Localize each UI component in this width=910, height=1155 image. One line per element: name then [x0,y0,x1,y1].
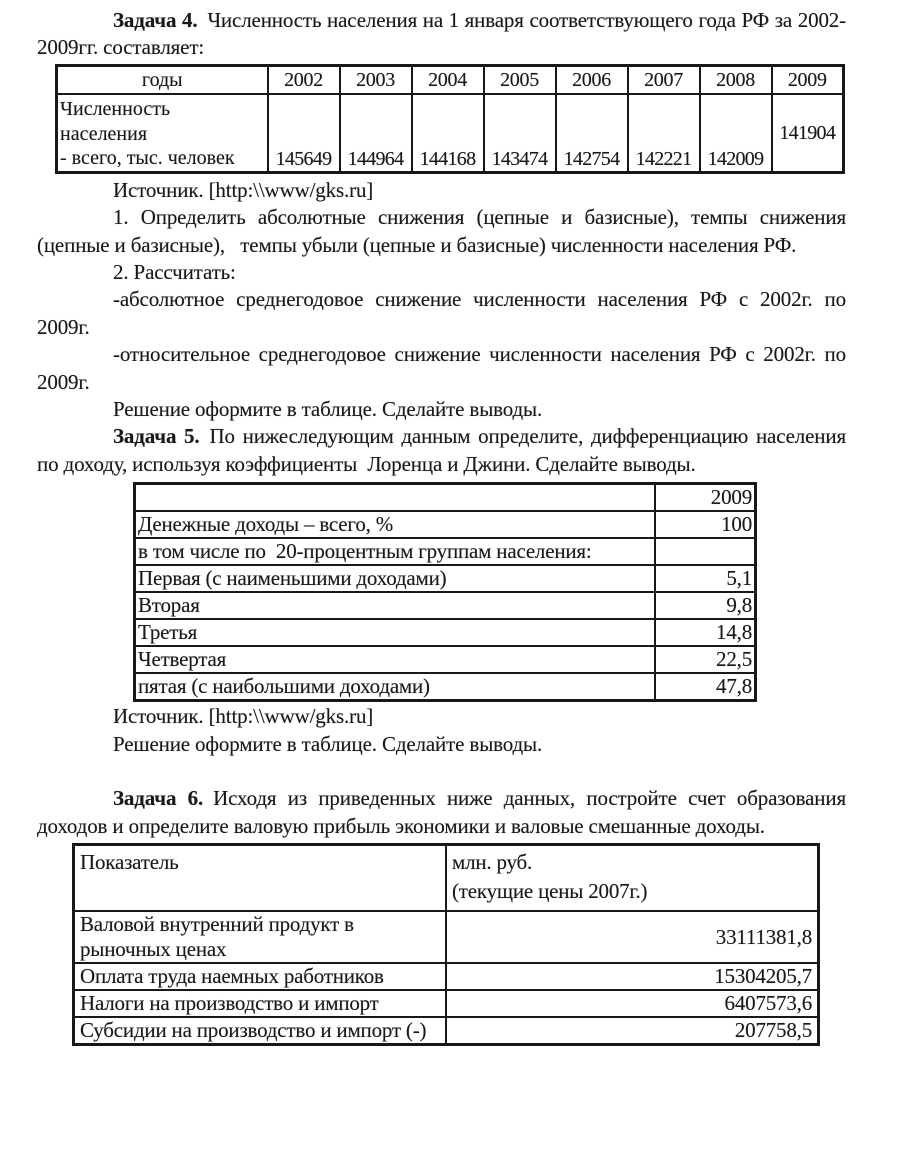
years-corner-cell: годы [57,65,268,94]
table-row [135,592,756,619]
table-row [135,673,756,701]
population-value-cell: 142009 [700,94,772,172]
table-data-row [57,94,844,172]
indicator-value-cell: 47,8 [655,673,756,701]
year-header-cell: 2002 [268,65,340,94]
task5-source: Источник. [http:\\www/gks.ru] [113,704,374,729]
population-row-label-cell [57,94,268,172]
population-value-cell: 142754 [556,94,628,172]
table-row [135,511,756,538]
task4-title: Задача 4. [113,8,198,32]
task4-item2b: -относительное среднегодовое снижение численности населения РФ с 2002г. по 2009г. [37,342,846,394]
year-header-cell: 2004 [412,65,484,94]
indicator-label-cell: Третья [135,619,655,646]
task4-intro-paragraph [37,7,846,62]
task5-solution-note: Решение оформите в таблице. Сделайте выводы. [113,731,543,756]
year-header-cell: 2007 [628,65,700,94]
indicator-label-cell: Вторая [135,592,655,619]
table-row [135,538,756,565]
year-header-cell: 2009 [655,484,756,512]
indicator-value-cell: 100 [655,511,756,538]
table-row [74,1017,819,1045]
task6-intro-paragraph [37,785,846,840]
task5-intro-paragraph [37,423,846,478]
indicator-value-cell: 5,1 [655,565,756,592]
table-row [135,646,756,673]
units-header-line: (текущие цены 2007г.) [452,878,648,903]
indicator-value-cell [655,538,756,565]
units-column-header-cell [446,844,819,911]
indicator-value-cell: 22,5 [655,646,756,673]
indicator-label-cell: Налоги на производство и импорт [74,990,447,1017]
task4-item2a: -абсолютное среднегодовое снижение численности населения РФ с 2002г. по 2009г. [37,287,846,339]
year-header-cell: 2008 [700,65,772,94]
table-header-row [74,844,819,911]
indicator-label-cell: Субсидии на производство и импорт (-) [74,1017,447,1045]
task4-source: Источник. [http:\\www/gks.ru] [113,177,374,202]
units-header-line: млн. руб. [452,849,533,874]
table-row [135,565,756,592]
table-header-row [135,484,756,512]
table-row [74,963,819,990]
population-value-cell: 142221 [628,94,700,172]
indicator-label-cell: Оплата труда наемных работников [74,963,447,990]
population-by-year-table [55,64,845,174]
task4-solution-note: Решение оформите в таблице. Сделайте выводы. [113,397,543,422]
year-header-cell: 2006 [556,65,628,94]
empty-header-cell [135,484,655,512]
population-value-cell: 141904 [772,94,844,172]
population-value-cell: 145649 [268,94,340,172]
income-generation-table [72,843,820,1047]
row-label-line: населения [60,122,148,145]
indicator-label-cell: Денежные доходы – всего, % [135,511,655,538]
task4-item2: 2. Рассчитать: [113,260,236,285]
indicator-value-cell: 15304205,7 [446,963,819,990]
indicator-value-cell: 6407573,6 [446,990,819,1017]
indicator-label-cell: Первая (с наименьшими доходами) [135,565,655,592]
table-row [74,990,819,1017]
indicator-label-cell: в том числе по 20-процентным группам населения: [135,538,655,565]
table-row [74,911,819,963]
task6-title: Задача 6. [113,786,204,811]
row-label-line: Численность [60,98,171,121]
indicator-label-cell: пятая (с наибольшими доходами) [135,673,655,701]
indicator-value-cell: 14,8 [655,619,756,646]
year-header-cell: 2009 [772,65,844,94]
task4-intro-text: Численность населения на 1 января соответствующего года РФ за 2002-2009гг. составляет: [37,8,846,60]
indicator-label-cell: Четвертая [135,646,655,673]
population-value-cell: 143474 [484,94,556,172]
population-value-cell: 144964 [340,94,412,172]
table-header-row [57,65,844,94]
indicator-label-cell: Валовой внутренний продукт в рыночных ценах [74,911,447,963]
year-header-cell: 2003 [340,65,412,94]
income-distribution-table [133,482,757,702]
indicator-value-cell: 33111381,8 [446,911,819,963]
indicator-value-cell: 9,8 [655,592,756,619]
task4-item1: 1. Определить абсолютные снижения (цепные и базисные), темпы снижения (цепные и базисные), темпы убыли (цепные и базисные) численности населения РФ. [37,205,846,257]
year-header-cell: 2005 [484,65,556,94]
row-label-line: - всего, тыс. человек [60,147,235,170]
task6-intro-text: Исходя из приведенных ниже данных, постройте счет образования доходов и определите валовую прибыль экономики и валовые смешанные доходы. [37,786,846,838]
table-row [135,619,756,646]
task5-title: Задача 5. [113,424,200,449]
task5-intro-text: По нижеследующим данным определите, дифференциацию населения по доходу, используя коэффициенты Лоренца и Джини. Сделайте выводы. [37,424,846,476]
population-value-cell: 144168 [412,94,484,172]
indicator-value-cell: 207758,5 [446,1017,819,1045]
indicator-column-header-cell: Показатель [74,844,447,911]
